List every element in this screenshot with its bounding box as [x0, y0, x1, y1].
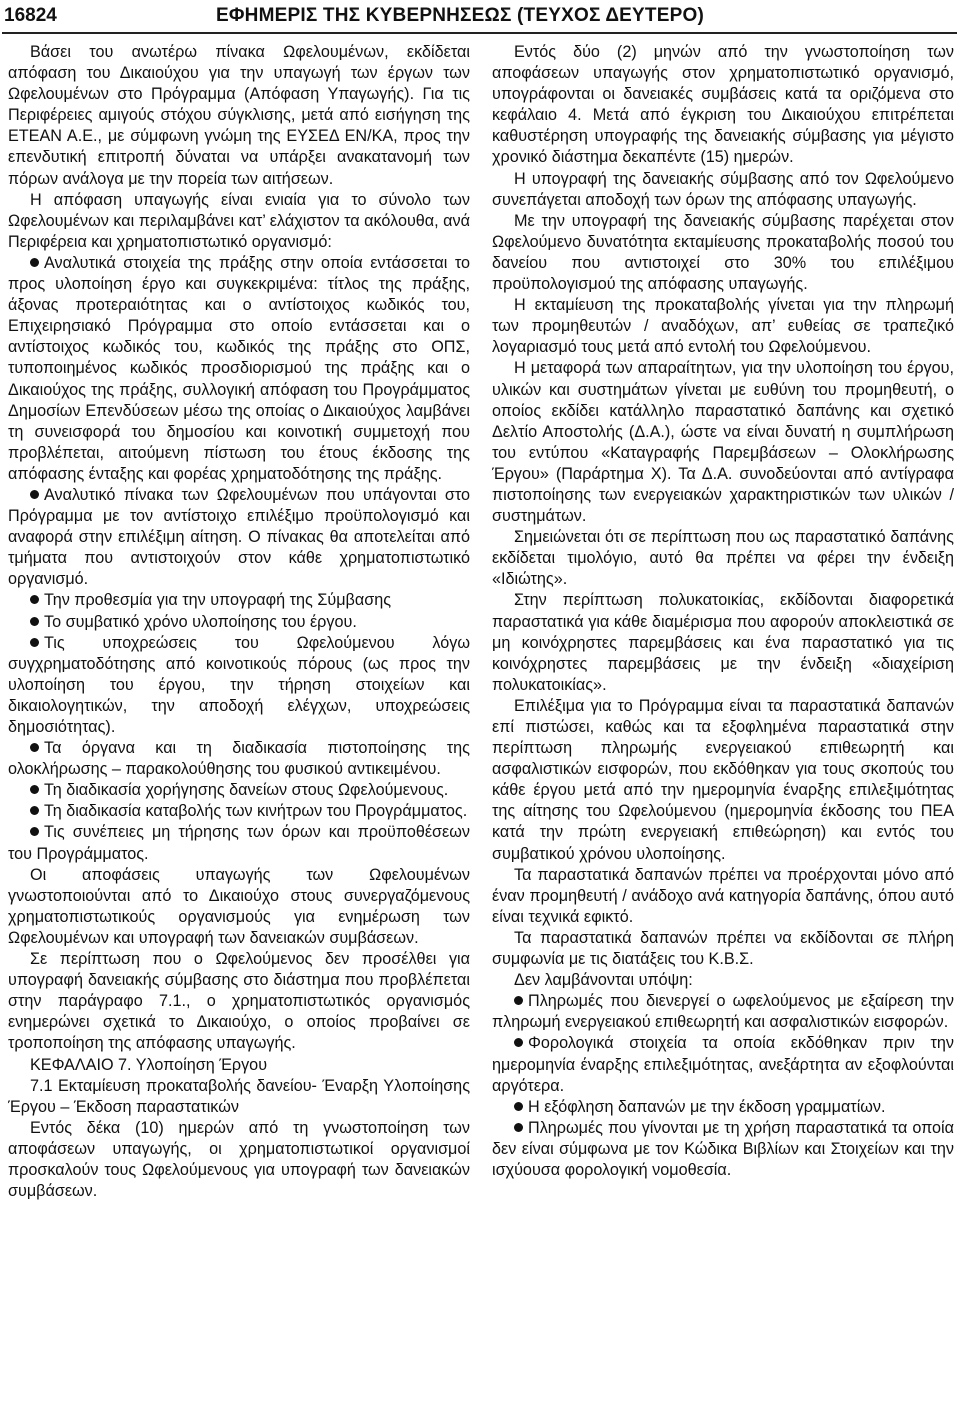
bullet-dot-icon: [514, 1038, 523, 1047]
bullet-dot-icon: [30, 785, 39, 794]
bullet-item: Πληρωμές που διενεργεί ο ωφελούμενος με εξαίρεση την πληρωμή ενεργειακού επιθεωρητή και ασφαλιστικών εισφορών.: [492, 992, 954, 1032]
paragraph: Τα παραστατικά δαπανών πρέπει να εκδίδονται σε πλήρη συμφωνία με τις διατάξεις του Κ.Β.Σ.: [492, 928, 954, 969]
bullet-dot-icon: [514, 1123, 523, 1132]
bullet-dot-icon: [30, 490, 39, 499]
header-rule: [2, 32, 957, 34]
chapter-heading: ΚΕΦΑΛΑΙΟ 7. Υλοποίηση Έργου: [30, 1055, 268, 1074]
right-column: [492, 42, 954, 1181]
bullet-item: Τη διαδικασία χορήγησης δανείων στους Ωφελούμενους.: [8, 780, 470, 801]
bullet-item: Τις υποχρεώσεις του Ωφελούμενου λόγω συγχρηματοδότησης από κοινοτικούς πόρους (ως προς την υλοποίηση του έργου, την τήρηση στοιχείων και δικαιολογητικών, την αποδοχή ελέγχων, υποχρεώσεις δημοσιότητας).: [8, 633, 470, 736]
bullet-item: Την προθεσμία για την υπογραφή της Σύμβασης: [8, 590, 470, 611]
bullet-dot-icon: [30, 595, 39, 604]
bullet-item: Η εξόφληση δαπανών με την έκδοση γραμματίων.: [492, 1097, 954, 1118]
paragraph: Δεν λαμβάνονται υπόψη:: [514, 971, 693, 990]
paragraph: Βάσει του ανωτέρω πίνακα Ωφελουμένων, εκδίδεται απόφαση του Δικαιούχου για την υπαγωγή των έργων των Ωφελουμένων στο Πρόγραμμα (Απόφαση Υπαγωγής). Για τις Περιφέρειες αμιγούς στόχου σύγκλισης, μετά από εισήγηση της ΕΤΕΑΝ Α.Ε., με σύμφωνη γνώμη της ΕΥΣΕΔ ΕΝ/ΚΑ, προς την επενδυτική επιτροπή δύναται να υπάρξει ανακατανομή των πόρων ανάλογα με την πορεία των αιτήσεων.: [8, 43, 470, 188]
bullet-item: Τη διαδικασία καταβολής των κινήτρων του Προγράμματος.: [8, 801, 470, 822]
bullet-item: Φορολογικά στοιχεία τα οποία εκδόθηκαν πριν την ημερομηνία έναρξης επιλεξιμότητας, ανεξάρτητα αν εξοφλούνται αργότερα.: [492, 1034, 954, 1095]
page-header: [4, 2, 954, 30]
paragraph: Η εκταμίευση της προκαταβολής γίνεται για την πληρωμή των προμηθευτών / αναδόχων, απ’ ευθείας σε τραπεζικό λογαριασμό τους μετά από εντολή του Ωφελούμενου.: [492, 296, 954, 357]
bullet-item: Αναλυτικό πίνακα των Ωφελουμένων που υπάγονται στο Πρόγραμμα με τον αντίστοιχο επιλέξιμο προϋπολογισμό και αναφορά στην επιλέξιμη αίτηση. Ο πίνακας θα αποτελείται από τμήματα που αντιστοιχούν στον κάθε χρηματοπιστωτικό οργανισμό.: [8, 485, 470, 589]
paragraph: Σε περίπτωση που ο Ωφελούμενος δεν προσέλθει για υπογραφή δανειακής σύμβασης στο διάστημα που προβλέπεται στην παράγραφο 7.1., ο χρηματοπιστωτικός οργανισμός ενημερώνει σχετικά το Δικαιούχο, ο οποίος προβαίνει σε τροποποίηση της απόφασης υπαγωγής.: [8, 950, 470, 1053]
bullet-item: Τις συνέπειες μη τήρησης των όρων και προϋποθέσεων του Προγράμματος.: [8, 823, 470, 863]
paragraph: Η απόφαση υπαγωγής είναι ενιαία για το σύνολο των Ωφελουμένων και περιλαμβάνει κατ’ ελάχιστον τα ακόλουθα, ανά Περιφέρεια και χρηματοπιστωτικό οργανισμό:: [8, 190, 470, 251]
paragraph: Εντός δύο (2) μηνών από την γνωστοποίηση των αποφάσεων υπαγωγής στον χρηματοπιστωτικό οργανισμό, υπογράφονται οι δανειακές συμβάσεις κατά τα οριζόμενα στο κεφάλαιο 4. Μετά από έγκριση του Δικαιούχου επιτρέπεται καθυστέρηση υπογραφής της δανειακής σύμβασης για μέγιστο χρονικό διάστημα δεκαπέντε (15) ημερών.: [492, 43, 954, 167]
paragraph: Με την υπογραφή της δανειακής σύμβασης παρέχεται στον Ωφελούμενο δυνατότητα εκταμίευσης προκαταβολής ποσού του δανείου που αντιστοιχεί στο 30% του επιλέξιμου προϋπολογισμού της απόφασης υπαγωγής.: [492, 211, 954, 294]
paragraph: Οι αποφάσεις υπαγωγής των Ωφελουμένων γνωστοποιούνται από το Δικαιούχο στους συνεργαζόμενους χρηματοπιστωτικούς οργανισμούς για ενημέρωση των Ωφελουμένων και υπογραφή των δανειακών συμβάσεων.: [8, 865, 470, 947]
bullet-dot-icon: [514, 1102, 523, 1111]
paragraph: Εντός δέκα (10) ημερών από τη γνωστοποίηση των αποφάσεων υπαγωγής, οι χρηματοπιστωτικοί οργανισμοί προσκαλούν τους Ωφελούμενους για υπογραφή των δανειακών συμβάσεων.: [8, 1118, 470, 1201]
section-heading: 7.1 Εκταμίευση προκαταβολής δανείου- Έναρξη Υλοποίησης Έργου – Έκδοση παραστατικών: [8, 1076, 470, 1116]
journal-title: ΕΦΗΜΕΡΙΣ ΤΗΣ ΚΥΒΕΡΝΗΣΕΩΣ (ΤΕΥΧΟΣ ΔΕΥΤΕΡΟ): [216, 5, 704, 26]
bullet-dot-icon: [30, 806, 39, 815]
bullet-dot-icon: [30, 617, 39, 626]
paragraph: Η υπογραφή της δανειακής σύμβασης από τον Ωφελούμενο συνεπάγεται αποδοχή των όρων της απόφασης υπαγωγής.: [492, 169, 954, 209]
bullet-item: Τα όργανα και τη διαδικασία πιστοποίησης της ολοκλήρωσης – παρακολούθησης του φυσικού αντικειμένου.: [8, 739, 470, 779]
paragraph: Επιλέξιμα για το Πρόγραμμα είναι τα παραστατικά δαπανών επί πιστώσει, καθώς και τα εξοφλημένα παραστατικά στην περίπτωση πληρωμής ενεργειακού επιθεωρητή και ασφαλιστικών εισφορών, που εκδόθηκαν για τους σκοπούς του κάθε έργου μετά από την ημερομηνία έναρξης επιλεξιμότητας της αίτησης του Ωφελούμενου (ημερομηνία έκδοσης του ΠΕΑ κατά την πρώτη ενεργειακή επιθεώρηση) και εντός του συμβατικού χρόνου υλοποίησης.: [492, 696, 954, 863]
paragraph: Σημειώνεται ότι σε περίπτωση που ως παραστατικό δαπάνης εκδίδεται τιμολόγιο, αυτό θα πρέπει να φέρει την ένδειξη «Ιδιώτης».: [492, 528, 954, 589]
bullet-dot-icon: [514, 996, 523, 1005]
paragraph: Στην περίπτωση πολυκατοικίας, εκδίδονται διαφορετικά παραστατικά για κάθε διαμέρισμα που αφορούν αποκλειστικά σε μη κοινόχρηστες παρεμβάσεις και ένα παραστατικό για τις κοινόχρηστες παρεμβάσεις με την ένδειξη «διαχείριση πολυκατοικίας».: [492, 591, 954, 694]
bullet-dot-icon: [30, 638, 39, 647]
paragraph: Η μεταφορά των απαραίτητων, για την υλοποίηση του έργου, υλικών και συστημάτων γίνεται με ευθύνη του προμηθευτή, ο οποίος εκδίδει κατάλληλο παραστατικό δαπάνης και σχετικό Δελτίο Αποστολής (Δ.Α.), ώστε να είναι δυνατή η συμπλήρωση του εντύπου «Καταγραφής Παρεμβάσεων – Ολοκλήρωσης Έργου» (Παράρτημα Χ). Τα Δ.Α. συνοδεύονται από αντίγραφα πιστοποίησης των ενεργειακών χαρακτηριστικών των υλικών /συστημάτων.: [492, 359, 954, 526]
paragraph: Τα παραστατικά δαπανών πρέπει να προέρχονται μόνο από έναν προμηθευτή / ανάδοχο ανά κατηγορία δαπάνης, όπου αυτό είναι τεχνικά εφικτό.: [492, 865, 954, 926]
bullet-dot-icon: [30, 827, 39, 836]
bullet-item: Το συμβατικό χρόνο υλοποίησης του έργου.: [8, 612, 470, 633]
page-number: 16824: [4, 5, 57, 26]
bullet-dot-icon: [30, 258, 39, 267]
bullet-item: Αναλυτικά στοιχεία της πράξης στην οποία εντάσσεται το προς υλοποίηση έργο και συγκεκριμένα: τίτλος της πράξης, άξονας προτεραιότητας και ο αντίστοιχος κωδικός του, Επιχειρησιακό Πρόγραμμα στο οποίο εντάσσεται και ο αντίστοιχος κωδικός του, κωδικός της πράξης στο ΟΠΣ, τυποποιημένος κωδικός προσδιορισμού της πράξης και ο Δικαιούχος της πράξης, συλλογική απόφαση του Προγράμματος Δημοσίων Επενδύσεων μέσω της οποίας ο Δικαιούχος λαμβάνει τη συνεισφορά του δημοσίου και κοινοτική συμμετοχή που προβλέπεται, αιτούμενη πίστωση του έτους έκδοσης της απόφασης ένταξης και φορέας χρηματοδότησης της πράξης.: [8, 253, 470, 483]
bullet-dot-icon: [30, 743, 39, 752]
left-column: [8, 42, 470, 1202]
bullet-item: Πληρωμές που γίνονται με τη χρήση παραστατικά τα οποία δεν είναι σύμφωνα με τον Κώδικα Βιβλίων και Στοιχείων και την ισχύουσα φορολογική νομοθεσία.: [492, 1118, 954, 1179]
